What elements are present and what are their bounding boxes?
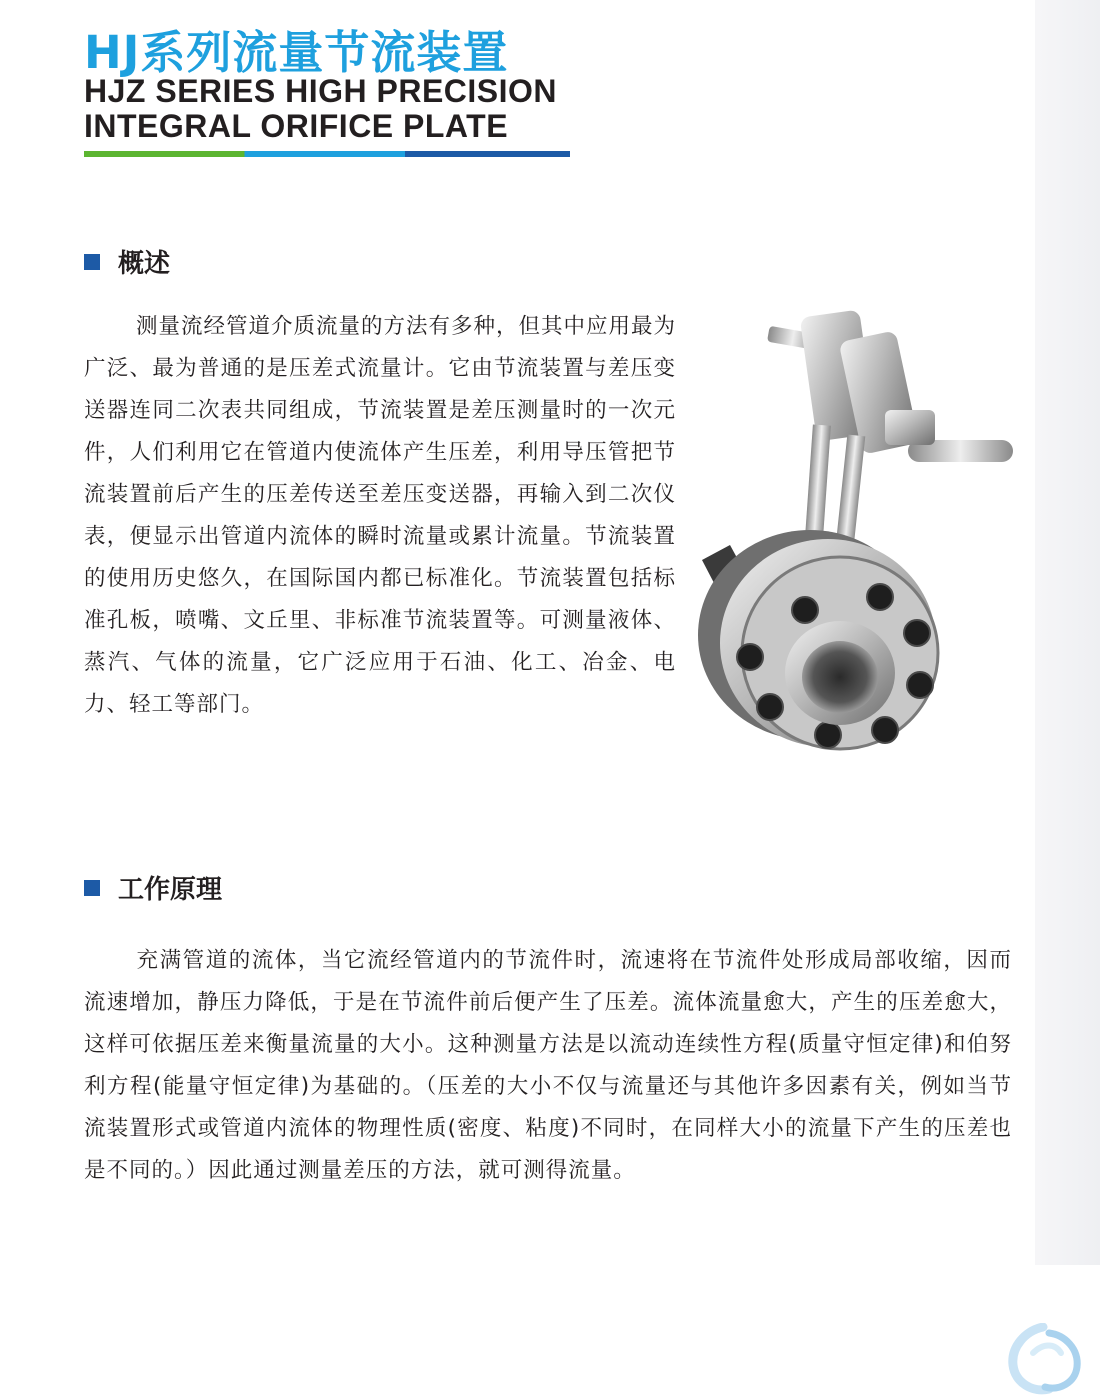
page-title-en: [84, 74, 557, 144]
square-icon: [84, 254, 100, 270]
principle-text: 充满管道的流体，当它流经管道内的节流件时，流速将在节流件处形成局部收缩，因而流速增加，静压力降低，于是在节流件前后便产生了压差。流体流量愈大，产生的压差愈大，这样可依据压差来衡量流量的大小。这种测量方法是以流动连续性方程(质量守恒定律)和伯努利方程(能量守恒定律)为基础的。（压差的大小不仅与流量还与其他许多因素有关，例如当节流装置形式或管道内流体的物理性质(密度、粘度)不同时，在同样大小的流量下产生的压差也是不同的。）因此通过测量差压的方法，就可测得流量。: [84, 948, 1012, 1183]
overview-paragraph: [84, 306, 676, 726]
title-en-line1: HJZ SERIES HIGH PRECISION: [84, 73, 558, 109]
section-heading-principle: [84, 869, 222, 906]
title-en-line2: INTEGRAL ORIFICE PLATE: [84, 108, 509, 144]
overview-text: 测量流经管道介质流量的方法有多种，但其中应用最为广泛、最为普通的是压差式流量计。它由节流装置与差压变送器连同二次表共同组成，节流装置是差压测量时的一次元件，人们利用它在管道内使流体产生压差，利用导压管把节流装置前后产生的压差传送至差压变送器，再输入到二次仪表，便显示出管道内流体的瞬时流量或累计流量。节流装置的使用历史悠久，在国际国内都已标准化。节流装置包括标准孔板，喷嘴、文丘里、非标准节流装置等。可测量液体、蒸汽、气体的流量，它广泛应用于石油、化工、冶金、电力、轻工等部门。: [84, 314, 677, 717]
brand-logo-icon: [1003, 1323, 1085, 1395]
page-edge-shadow: [1035, 0, 1100, 1265]
orifice-plate-assembly-photo: [680, 305, 1020, 765]
title-underline: [84, 151, 570, 157]
section-heading-text: 工作原理: [118, 875, 223, 905]
page-title-cn: HJ系列流量节流装置: [84, 26, 509, 79]
section-heading-overview: [84, 243, 170, 280]
section-heading-text: 概述: [118, 249, 171, 279]
square-icon: [84, 880, 100, 896]
principle-paragraph: [84, 940, 1012, 1192]
